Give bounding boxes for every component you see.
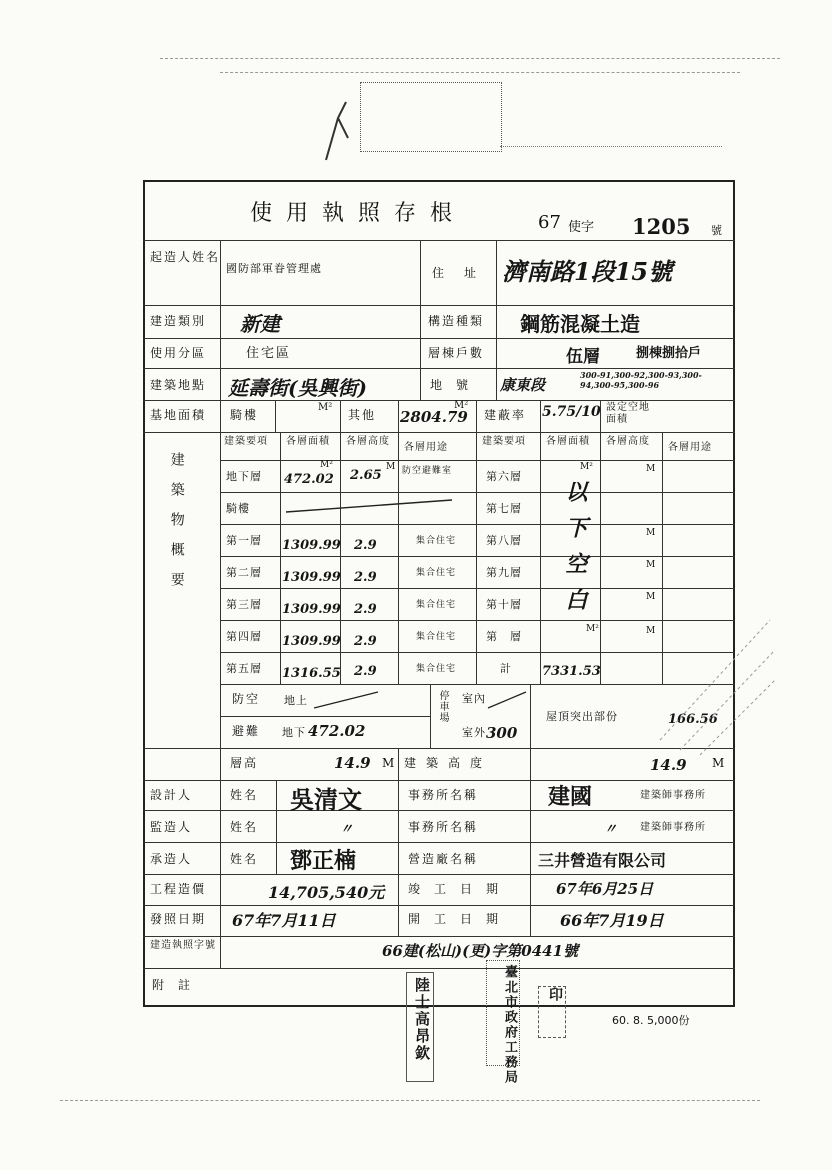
license-char: 使字 [568,220,595,235]
floors-label: 層棟戶數 [428,346,485,360]
designated-label: 設定空地面積 [606,402,650,425]
indoor-strike [486,688,530,712]
arcade-label: 騎樓 [230,408,259,422]
address-value: 濟南路1段15號 [502,257,673,286]
roof-value: 166.56 [668,712,718,727]
storey-height-unit: M [382,756,395,770]
contractor-name: 鄧正楠 [290,848,357,874]
scan-noise [160,58,780,59]
other-value: 2804.79 [400,408,468,426]
blank-note: 以下空白 [562,480,588,624]
inspector-stamp: 陸士高昂欽 [406,972,434,1082]
designer-label: 設計人 [150,788,193,802]
header-use-r: 各層用途 [668,442,712,453]
address-label: 住址 [432,266,497,280]
permit-label: 建造執照字號 [150,940,216,951]
building-height-value: 14.9 [650,756,687,774]
below-label: 地下 [282,726,306,739]
faded-stamp [360,82,502,152]
check-mark-icon [318,98,358,168]
right-floor-8: 第八層 [486,534,522,547]
structure-label: 構造種類 [428,314,485,328]
note-label: 附註 [152,978,205,992]
lot-label: 地號 [430,378,483,392]
issue-label: 發照日期 [150,912,207,926]
above-label: 地上 [284,694,308,707]
license-number: 1205 [632,214,691,239]
contractor-label: 承造人 [150,852,193,866]
scan-noise [60,1100,760,1101]
units-value: 捌棟捌拾戶 [636,346,702,361]
structure-value: 鋼筋混凝土造 [520,312,640,336]
permit-value: 66建(松山)(更)字第0441號 [382,942,579,960]
site-value: 延壽街(吳興街) [228,376,367,400]
arcade-unit: M² [318,402,333,413]
form-code: 60. 8. 5,000份 [612,1014,690,1027]
strike-line [282,494,462,524]
total-area: 7331.53 [542,664,601,679]
lot-numbers: 300-91,300-92,300-93,300-94,300-95,300-96 [580,370,702,391]
below-value: 472.02 [308,722,366,740]
designer-name: 吳清文 [290,785,362,814]
designer-office: 建國 [548,784,593,810]
storey-height-value: 14.9 [334,754,371,772]
right-floor-10: 第十層 [486,598,522,611]
use-zone-label: 使用分區 [150,346,207,360]
use-zone-value: 住宅區 [246,346,292,361]
storey-height-label: 層高 [230,756,259,770]
right-floor-blank: 第 層 [486,630,522,643]
roof-label: 屋頂突出部份 [546,710,618,723]
area-label: 基地面積 [150,408,207,422]
shelter-label-b: 避難 [232,724,261,738]
office-stamp: 臺北市政府工務局 [486,960,520,1066]
cost-label: 工程造價 [150,882,207,896]
scan-artifact [640,600,780,760]
shelter-label-a: 防空 [232,692,261,706]
supervisor-name: 〃 [340,822,354,837]
other-label: 其他 [348,408,377,422]
coverage-value: 5.75/10 [542,404,601,420]
license-suffix: 號 [711,224,722,237]
site-label: 建築地點 [150,378,207,392]
parking-label: 停車場 [437,690,448,723]
issue-value: 67年7月11日 [232,911,336,930]
small-stamp: 印 [538,986,566,1038]
header-item-l: 建築要項 [224,436,268,447]
indoor-label: 室內 [462,692,486,705]
scan-noise [220,72,740,73]
coverage-label: 建蔽率 [484,408,527,422]
lot-value: 康東段 [500,376,546,394]
header-height-l: 各層高度 [346,436,390,447]
header-item-r: 建築要項 [482,436,526,447]
right-floor-6: 第六層 [486,470,522,483]
building-height-label: 建築高度 [404,756,493,770]
building-type-label: 建造類別 [150,314,207,328]
completion-label: 竣工日期 [408,882,513,896]
header-height-r: 各層高度 [606,436,650,447]
supervisor-label: 監造人 [150,820,193,834]
right-total-label: 計 [500,662,512,675]
header-area-r: 各層面積 [546,436,590,447]
building-type-value: 新建 [240,312,280,336]
floor-side-label: 建築物概要 [168,452,185,602]
contractor-factory: 三井營造有限公司 [538,851,667,870]
other-unit: M² [454,400,469,411]
outdoor-value: 300 [486,724,518,742]
builder-label: 起造人姓名 [150,250,221,264]
right-floor-7: 第七層 [486,502,522,515]
supervisor-office: 〃 [604,822,618,837]
open-label: 開工日期 [408,912,513,926]
header-area-l: 各層面積 [286,436,330,447]
outdoor-label: 室外 [462,726,486,739]
cost-value: 14,705,540元 [268,883,385,902]
above-strike [312,688,382,712]
received-stamp [500,146,722,183]
floors-value: 伍層 [566,347,600,367]
completion-value: 67年6月25日 [556,880,654,898]
license-year: 67 [538,212,561,233]
header-use-l: 各層用途 [404,442,448,453]
form-title: 使用執照存根 [250,201,467,226]
open-value: 66年7月19日 [560,911,664,930]
right-floor-9: 第九層 [486,566,522,579]
builder-value: 國防部軍眷管理處 [226,262,322,275]
